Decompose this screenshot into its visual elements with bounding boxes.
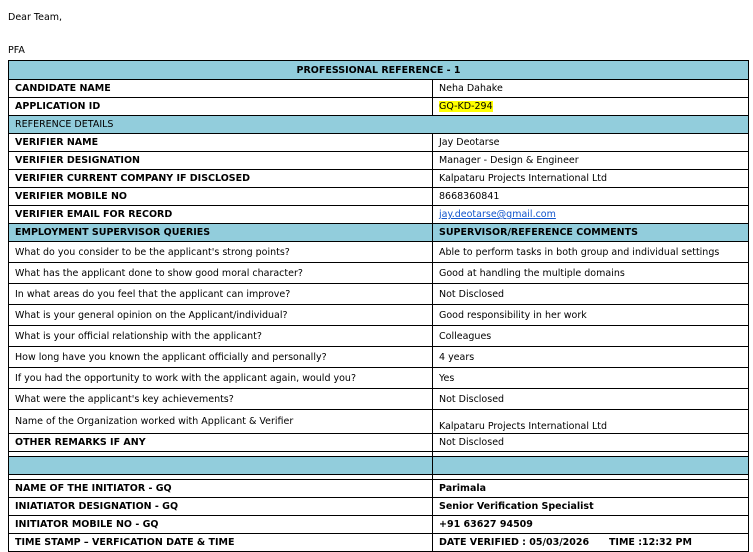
verifier-email-cell [433,206,749,224]
query-question: If you had the opportunity to work with the applicant again, would you? [9,368,433,389]
query-answer: Not Disclosed [433,389,749,410]
query-row [9,410,749,434]
candidate-name-label: CANDIDATE NAME [9,80,433,98]
blank-cell [9,457,433,475]
application-id-cell [433,98,749,116]
timestamp-label: TIME STAMP – VERFICATION DATE & TIME [9,534,433,552]
professional-reference-table [8,60,749,552]
query-question: What has the applicant done to show good moral character? [9,263,433,284]
table-row [9,170,749,188]
query-answer: 4 years [433,347,749,368]
table-title-row [9,61,749,80]
query-answer: Kalpataru Projects International Ltd [433,410,749,434]
reference-details-label: REFERENCE DETAILS [9,116,749,134]
query-question: In what areas do you feel that the applicant can improve? [9,284,433,305]
initiator-mobile-value: +91 63627 94509 [433,516,749,534]
verifier-mobile-label: VERIFIER MOBILE NO [9,188,433,206]
queries-header-left: EMPLOYMENT SUPERVISOR QUERIES [9,224,433,242]
table-row [9,434,749,452]
query-row [9,284,749,305]
verifier-designation-label: VERIFIER DESIGNATION [9,152,433,170]
application-id-value: GQ-KD-294 [439,101,493,112]
query-row [9,389,749,410]
verifier-company-value: Kalpataru Projects International Ltd [433,170,749,188]
verifier-designation-value: Manager - Design & Engineer [433,152,749,170]
table-row [9,80,749,98]
query-answer: Good responsibility in her work [433,305,749,326]
verifier-name-value: Jay Deotarse [433,134,749,152]
query-answer: Not Disclosed [433,284,749,305]
initiator-mobile-label: INITIATOR MOBILE NO - GQ [9,516,433,534]
table-row [9,134,749,152]
query-answer: Colleagues [433,326,749,347]
table-row [9,206,749,224]
query-answer: Able to perform tasks in both group and individual settings [433,242,749,263]
section-row [9,116,749,134]
application-id-label: APPLICATION ID [9,98,433,116]
query-answer: Yes [433,368,749,389]
query-row [9,368,749,389]
table-row [9,498,749,516]
verifier-mobile-value: 8668360841 [433,188,749,206]
table-row [9,534,749,552]
table-title: PROFESSIONAL REFERENCE - 1 [9,61,749,80]
initiator-name-value: Parimala [433,480,749,498]
initiator-designation-label: INIATIATOR DESIGNATION - GQ [9,498,433,516]
verifier-email-link[interactable]: jay.deotarse@gmail.com [439,209,556,220]
table-row [9,98,749,116]
verifier-name-label: VERIFIER NAME [9,134,433,152]
query-row [9,326,749,347]
query-answer: Good at handling the multiple domains [433,263,749,284]
queries-header-row [9,224,749,242]
table-row [9,152,749,170]
queries-header-right: SUPERVISOR/REFERENCE COMMENTS [433,224,749,242]
verifier-company-label: VERIFIER CURRENT COMPANY IF DISCLOSED [9,170,433,188]
table-row [9,480,749,498]
query-row [9,347,749,368]
query-row [9,263,749,284]
other-remarks-label: OTHER REMARKS IF ANY [9,434,433,452]
blue-spacer-row [9,457,749,475]
query-question: Name of the Organization worked with Applicant & Verifier [9,410,433,434]
query-question: What is your general opinion on the Applicant/individual? [9,305,433,326]
query-row [9,242,749,263]
pfa-text: PFA [8,45,25,56]
timestamp-value: DATE VERIFIED : 05/03/2026 TIME :12:32 PM [433,534,749,552]
table-row [9,188,749,206]
initiator-name-label: NAME OF THE INITIATOR - GQ [9,480,433,498]
greeting-text: Dear Team, [8,12,63,23]
table-row [9,516,749,534]
blank-cell [433,457,749,475]
other-remarks-value: Not Disclosed [433,434,749,452]
query-question: What were the applicant's key achievements? [9,389,433,410]
verifier-email-label: VERIFIER EMAIL FOR RECORD [9,206,433,224]
initiator-designation-value: Senior Verification Specialist [433,498,749,516]
query-row [9,305,749,326]
candidate-name-value: Neha Dahake [433,80,749,98]
query-question: What do you consider to be the applicant's strong points? [9,242,433,263]
query-question: How long have you known the applicant officially and personally? [9,347,433,368]
query-question: What is your official relationship with the applicant? [9,326,433,347]
